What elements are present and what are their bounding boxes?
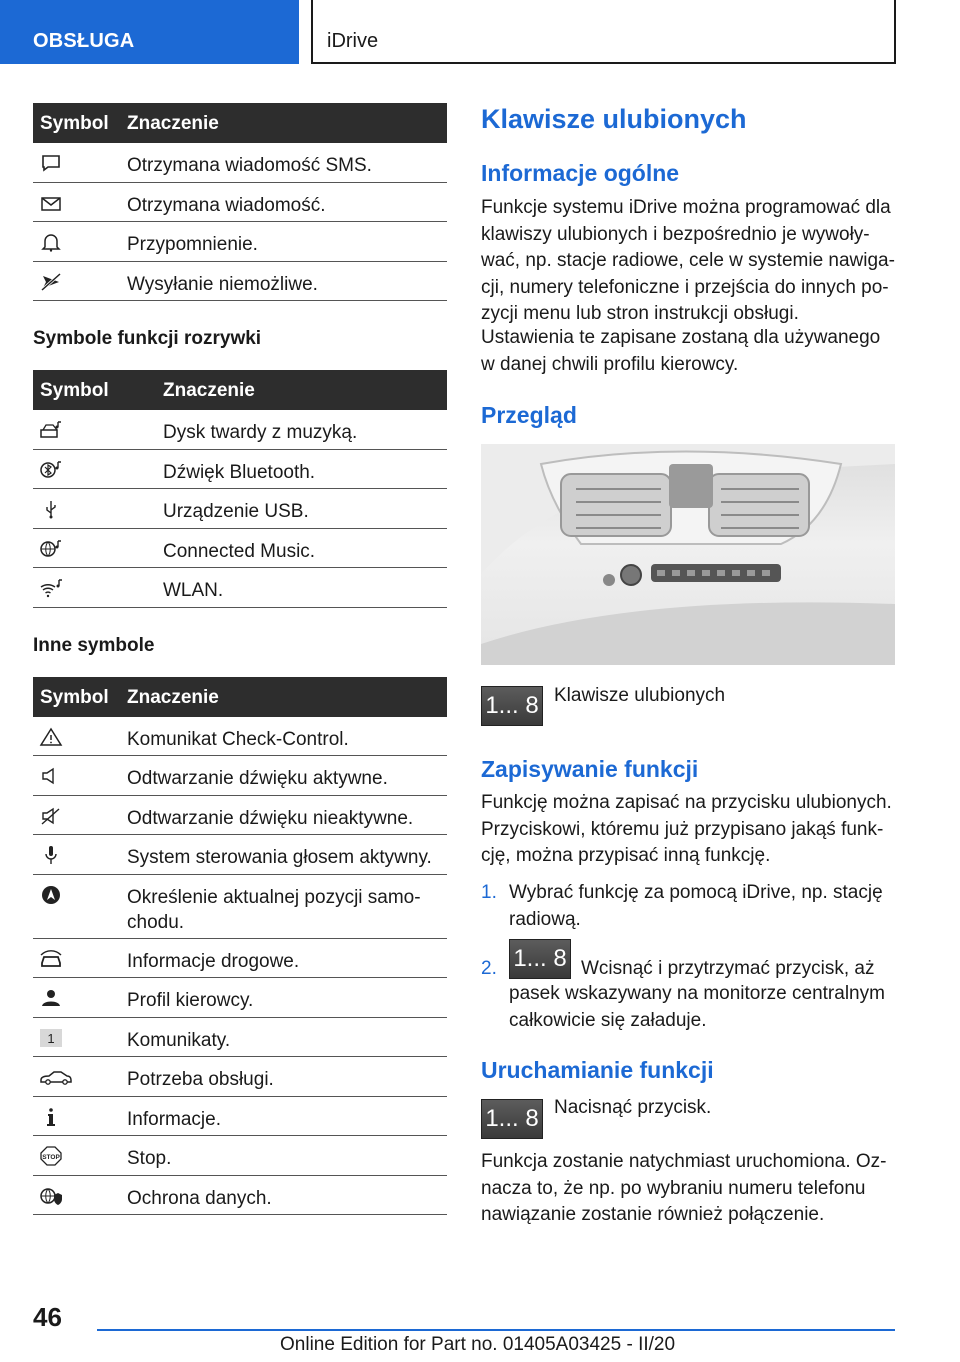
table-row [33, 875, 447, 939]
other-symbol-table [33, 677, 447, 1215]
section-tab [0, 0, 299, 64]
run-caption: Nacisnąć przycisk. [554, 1097, 712, 1118]
row-text: Urządzenie USB. [163, 501, 309, 522]
step-1-number: 1. [481, 882, 497, 903]
page-number: 46 [33, 1302, 62, 1332]
badge-count: 1 [47, 1031, 55, 1046]
chapter-tab [311, 0, 896, 64]
hard-disk-music-icon [39, 420, 63, 440]
stop-icon [39, 1146, 63, 1166]
row-text: WLAN. [163, 580, 224, 601]
row-text: Informacje. [127, 1109, 221, 1130]
overview-heading: Przegląd [481, 402, 577, 428]
step-2-text-a: Wcisnąć i przytrzymać przycisk, aż [581, 958, 875, 979]
run-paragraph: Funkcja zostanie natychmiast uruchomiona. Oz- nacza to, że np. po wybraniu numeru telefonu nawiązanie zostanie również połączenie. [481, 1151, 887, 1225]
row-text: Przypomnienie. [127, 234, 258, 255]
table-row [33, 835, 447, 875]
table-row [33, 529, 447, 568]
dashboard-illustration [481, 444, 895, 665]
table-row [33, 756, 447, 796]
table-row [33, 1176, 447, 1215]
entertainment-heading: Symbole funkcji rozrywki [33, 328, 262, 349]
traffic-info-icon [39, 949, 63, 969]
connected-music-icon [39, 539, 63, 559]
col-meaning-header: Znaczenie [127, 113, 219, 134]
driver-profile-icon [39, 988, 63, 1008]
position-icon [39, 885, 63, 905]
table-row [33, 1097, 447, 1136]
table-header [33, 103, 447, 143]
warning-triangle-icon [39, 727, 63, 747]
col-meaning-header: Znaczenie [163, 380, 255, 401]
table-row [33, 410, 447, 450]
data-protection-icon [39, 1186, 63, 1206]
send-disabled-icon [39, 272, 63, 292]
general-heading: Informacje ogólne [481, 160, 680, 186]
row-text: System sterowania głosem aktywny. [127, 847, 432, 868]
usb-icon [39, 499, 63, 519]
table-row [33, 796, 447, 835]
run-heading: Uruchamianie funkcji [481, 1057, 714, 1083]
row-text: Otrzymana wiadomość SMS. [127, 155, 372, 176]
car-service-icon [39, 1067, 73, 1087]
svg-text:STOP: STOP [42, 1154, 60, 1161]
dashboard-photo [481, 444, 895, 665]
table-header [33, 370, 447, 410]
section-title: OBSŁUGA [33, 30, 135, 52]
table-row [33, 568, 447, 608]
microphone-icon [39, 845, 63, 865]
table-row [33, 450, 447, 489]
row-text: Komunikaty. [127, 1030, 231, 1051]
table-row [33, 143, 447, 183]
other-symbols-heading: Inne symbole [33, 635, 155, 656]
speaker-icon [39, 766, 63, 786]
row-text: Stop. [127, 1148, 172, 1169]
general-paragraph-1: Funkcje systemu iDrive można programować dla klawiszy ulubionych i bezpośrednio je wywoły- wać, np. stacje radiowe, cele w systemie nawiga- cji, numery telefoniczne i przejścia do innych po- zycji menu lub stron instrukcji obsługi. [481, 197, 895, 324]
favorite-keys-icon: 1... 8 [481, 1099, 543, 1139]
favorite-keys-icon: 1... 8 [509, 939, 571, 979]
chapter-title: iDrive [327, 30, 379, 52]
table-row [33, 717, 447, 756]
col-meaning-header: Znaczenie [127, 687, 219, 708]
row-text: Wysyłanie niemożliwe. [127, 274, 318, 295]
table-row [33, 183, 447, 222]
wlan-music-icon [39, 578, 63, 598]
envelope-icon [39, 193, 63, 213]
table-row [33, 489, 447, 529]
row-text: Profil kierowcy. [127, 990, 254, 1011]
row-text: Odtwarzanie dźwięku nieaktywne. [127, 808, 414, 829]
table-row [33, 222, 447, 262]
row-text: Dźwięk Bluetooth. [163, 462, 316, 483]
row-text: Ochrona danych. [127, 1188, 272, 1209]
table-row [33, 978, 447, 1018]
row-text: Otrzymana wiadomość. [127, 195, 326, 216]
row-text: Potrzeba obsługi. [127, 1069, 274, 1090]
step-2-number: 2. [481, 958, 497, 979]
sms-bubble-icon [39, 153, 63, 173]
table-header [33, 677, 447, 717]
table-row [33, 262, 447, 301]
messages-symbol-table [33, 103, 447, 301]
col-symbol-header: Symbol [40, 380, 109, 401]
row-text: Dysk twardy z muzyką. [163, 422, 358, 443]
info-icon [39, 1107, 63, 1127]
bell-icon [39, 232, 63, 252]
step-1-text: Wybrać funkcję za pomocą iDrive, np. stację radiową. [509, 882, 883, 930]
col-symbol-header: Symbol [40, 687, 109, 708]
table-row [33, 1018, 447, 1057]
table-row [33, 1057, 447, 1097]
footer-edition: Online Edition for Part no. 01405A03425 - II/20 [280, 1334, 676, 1355]
step-2-text: pasek wskazywany na monitorze centralnym całkowicie się załaduje. [509, 983, 885, 1031]
messages-count-icon [39, 1028, 63, 1048]
favorite-keys-icon: 1... 8 [481, 686, 543, 726]
col-symbol-header: Symbol [40, 113, 109, 134]
save-paragraph: Funkcję można zapisać na przycisku ulubionych. Przyciskowi, któremu już przypisano jakąś funk- cję, można przypisać inną funkcję. [481, 792, 892, 866]
row-text: Określenie aktualnej pozycji samo- chodu. [127, 887, 421, 933]
table-row [33, 939, 447, 978]
bluetooth-audio-icon [39, 460, 63, 480]
general-paragraph-2: Ustawienia te zapisane zostaną dla używanego w danej chwili profilu kierowcy. [481, 327, 881, 375]
table-row [33, 1136, 447, 1176]
entertainment-symbol-table [33, 370, 447, 608]
favorite-keys-caption: Klawisze ulubionych [554, 685, 726, 706]
save-heading: Zapisywanie funkcji [481, 756, 699, 782]
row-text: Odtwarzanie dźwięku aktywne. [127, 768, 388, 789]
row-text: Informacje drogowe. [127, 951, 300, 972]
row-text: Connected Music. [163, 541, 316, 562]
page-title: Klawisze ulubionych [481, 104, 747, 134]
speaker-muted-icon [39, 806, 63, 826]
footer-rule [97, 1329, 895, 1331]
row-text: Komunikat Check-Control. [127, 729, 349, 750]
